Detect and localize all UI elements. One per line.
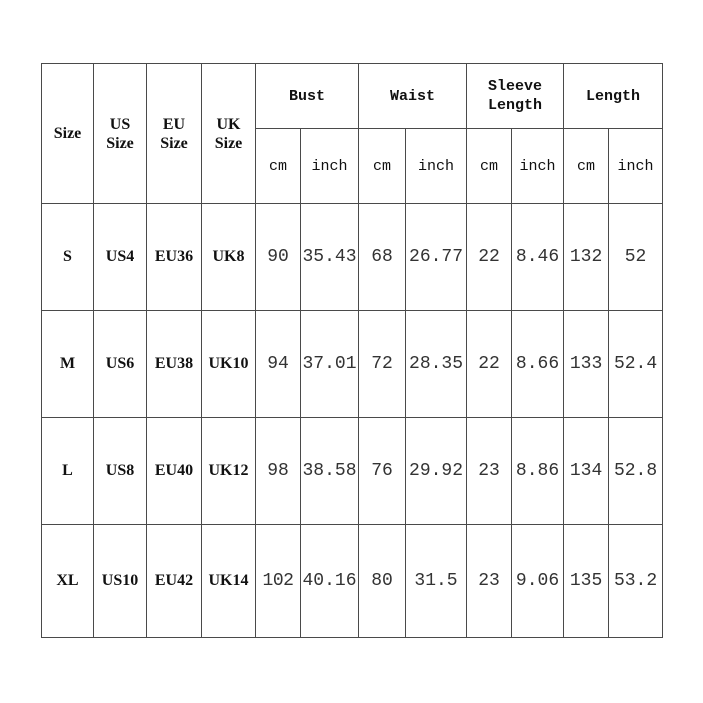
cell-length-cm: 132: [564, 204, 609, 311]
cell-sleeve-cm: 22: [467, 311, 512, 418]
cell-us-size: US10: [94, 525, 147, 638]
header-sleeve-length: Sleeve Length: [467, 64, 564, 129]
cell-eu-size: EU42: [147, 525, 202, 638]
header-row-groups: [42, 64, 663, 129]
cell-waist-inch: 26.77: [406, 204, 467, 311]
cell-size: XL: [42, 525, 94, 638]
cell-length-cm: 135: [564, 525, 609, 638]
cell-waist-inch: 29.92: [406, 418, 467, 525]
cell-uk-size: UK10: [202, 311, 256, 418]
cell-length-inch: 52.8: [609, 418, 663, 525]
cell-sleeve-cm: 22: [467, 204, 512, 311]
unit-sleeve-cm: cm: [467, 129, 512, 204]
cell-bust-inch: 37.01: [301, 311, 359, 418]
cell-bust-cm: 98: [256, 418, 301, 525]
header-bust: Bust: [256, 64, 359, 129]
cell-bust-inch: 38.58: [301, 418, 359, 525]
cell-bust-inch: 35.43: [301, 204, 359, 311]
cell-length-inch: 52: [609, 204, 663, 311]
cell-waist-cm: 76: [359, 418, 406, 525]
cell-uk-size: UK12: [202, 418, 256, 525]
cell-waist-inch: 28.35: [406, 311, 467, 418]
cell-length-cm: 134: [564, 418, 609, 525]
table-row-m: [42, 311, 663, 418]
cell-bust-inch: 40.16: [301, 525, 359, 638]
cell-size: M: [42, 311, 94, 418]
cell-us-size: US4: [94, 204, 147, 311]
cell-waist-cm: 80: [359, 525, 406, 638]
unit-bust-inch: inch: [301, 129, 359, 204]
cell-sleeve-inch: 8.46: [512, 204, 564, 311]
table-row-l: [42, 418, 663, 525]
cell-bust-cm: 102: [256, 525, 301, 638]
unit-length-cm: cm: [564, 129, 609, 204]
header-size: Size: [42, 64, 94, 204]
cell-length-inch: 52.4: [609, 311, 663, 418]
unit-sleeve-inch: inch: [512, 129, 564, 204]
cell-eu-size: EU38: [147, 311, 202, 418]
cell-bust-cm: 90: [256, 204, 301, 311]
cell-eu-size: EU36: [147, 204, 202, 311]
unit-length-inch: inch: [609, 129, 663, 204]
cell-sleeve-inch: 8.66: [512, 311, 564, 418]
cell-length-inch: 53.2: [609, 525, 663, 638]
cell-eu-size: EU40: [147, 418, 202, 525]
cell-waist-inch: 31.5: [406, 525, 467, 638]
cell-length-cm: 133: [564, 311, 609, 418]
cell-sleeve-inch: 8.86: [512, 418, 564, 525]
header-eu-size: EU Size: [147, 64, 202, 204]
unit-waist-inch: inch: [406, 129, 467, 204]
unit-waist-cm: cm: [359, 129, 406, 204]
cell-sleeve-cm: 23: [467, 525, 512, 638]
cell-bust-cm: 94: [256, 311, 301, 418]
cell-sleeve-inch: 9.06: [512, 525, 564, 638]
cell-waist-cm: 68: [359, 204, 406, 311]
cell-us-size: US8: [94, 418, 147, 525]
cell-waist-cm: 72: [359, 311, 406, 418]
header-waist: Waist: [359, 64, 467, 129]
cell-sleeve-cm: 23: [467, 418, 512, 525]
unit-bust-cm: cm: [256, 129, 301, 204]
header-uk-size: UK Size: [202, 64, 256, 204]
cell-us-size: US6: [94, 311, 147, 418]
cell-uk-size: UK14: [202, 525, 256, 638]
cell-uk-size: UK8: [202, 204, 256, 311]
cell-size: L: [42, 418, 94, 525]
table-row-xl: [42, 525, 663, 638]
header-us-size: US Size: [94, 64, 147, 204]
cell-size: S: [42, 204, 94, 311]
header-length: Length: [564, 64, 663, 129]
table-row-s: [42, 204, 663, 311]
size-chart-table: [41, 63, 663, 638]
